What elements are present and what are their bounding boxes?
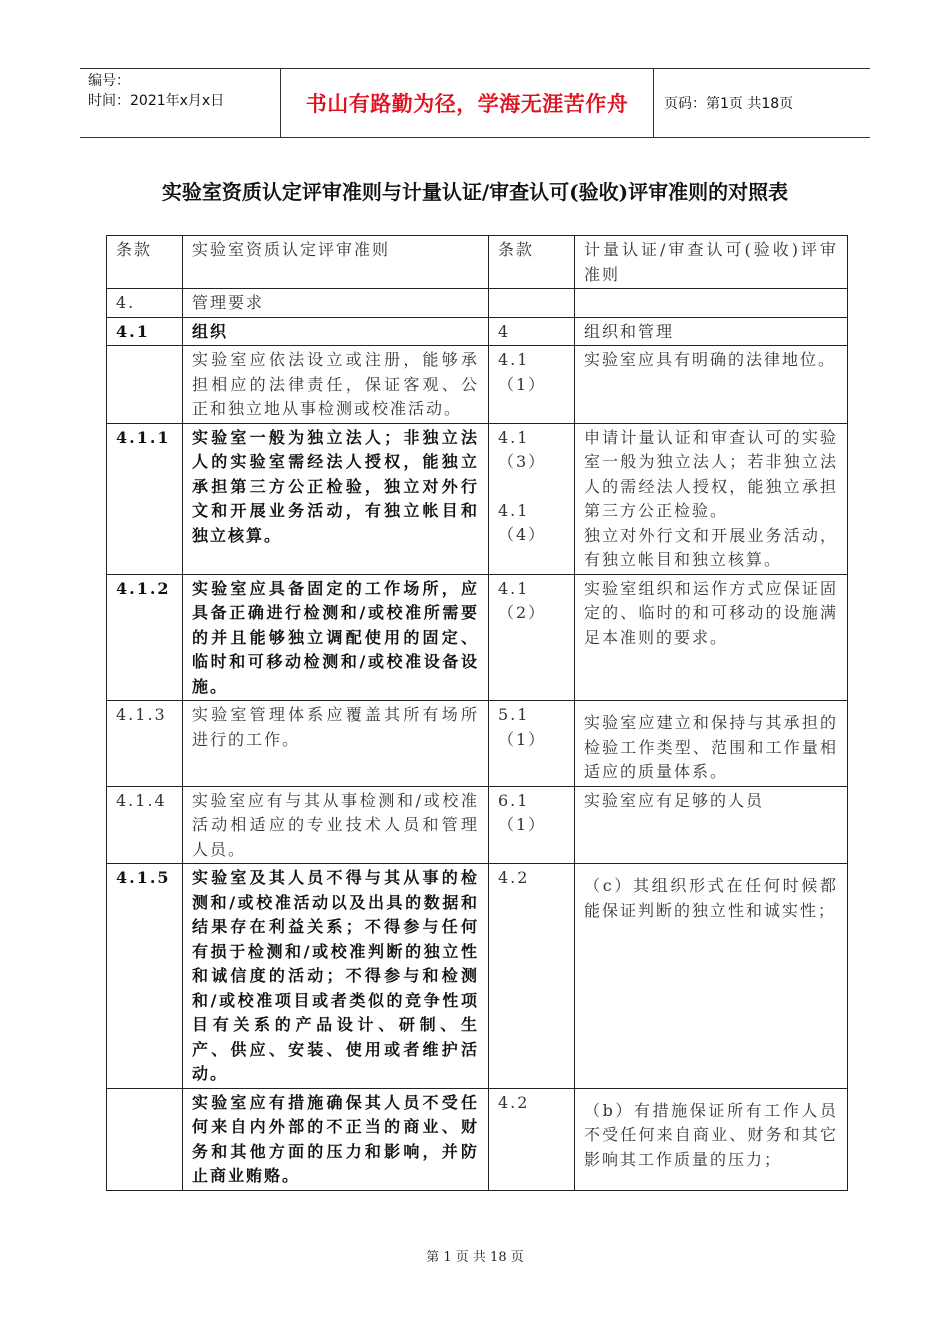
clause-cell: 4.1.1	[107, 423, 183, 574]
clause-cell: 4.	[107, 289, 183, 318]
comparison-table	[106, 235, 848, 1191]
ref-criteria-cell	[575, 701, 848, 787]
clause-cell: 4.1.5	[107, 864, 183, 1089]
ref-clause-cell: 6.1（1）	[489, 786, 575, 864]
clause-cell: 4.1.3	[107, 701, 183, 787]
header-slogan: 书山有路勤为径，学海无涯苦作舟	[280, 69, 654, 137]
header-meta	[80, 69, 280, 137]
table-row	[107, 701, 848, 787]
header-page-info: 页码：第1页 共18页	[664, 96, 794, 112]
clause-cell	[107, 346, 183, 424]
ref-criteria-cell: 组织和管理	[575, 317, 848, 346]
document-title: 实验室资质认定评审准则与计量认证/审查认可(验收)评审准则的对照表	[161, 180, 789, 204]
ref-clause-cell: 4.2	[489, 864, 575, 1089]
header-cell: 条款	[489, 236, 575, 289]
ref-clause-line: 4.1（3）	[498, 427, 547, 471]
ref-criteria-cell: 实验室组织和运作方式应保证固定的、临时的和可移动的设施满足本准则的要求。	[575, 574, 848, 701]
ref-clause-cell	[489, 289, 575, 318]
ref-clause-cell: 4	[489, 317, 575, 346]
table-row	[107, 786, 848, 864]
clause-cell: 4.1	[107, 317, 183, 346]
page-header	[80, 68, 870, 138]
ref-criteria-text: 实验室应建立和保持与其承担的检验工作类型、范围和工作量相适应的质量体系。	[584, 713, 838, 781]
time-label: 时间：2021年x月x日	[88, 93, 225, 109]
criteria-cell: 组织	[183, 317, 489, 346]
code-label: 编号：	[88, 73, 130, 89]
header-cell: 条款	[107, 236, 183, 289]
ref-clause-cell: 4.2	[489, 1088, 575, 1190]
table-row	[107, 346, 848, 424]
ref-clause-cell: 4.1（2）	[489, 574, 575, 701]
ref-criteria-cell	[575, 864, 848, 1089]
page-footer: 第 1 页 共 18 页	[426, 1250, 524, 1265]
criteria-cell: 实验室应有与其从事检测和/或校准活动相适应的专业技术人员和管理人员。	[183, 786, 489, 864]
table-row	[107, 574, 848, 701]
criteria-cell: 实验室及其人员不得与其从事的检测和/或校准活动以及出具的数据和结果存在利益关系；不得参与任何有损于检测和/或校准判断的独立性和诚信度的活动；不得参与和检测和/或校准项目或者类似的竞争性项目有关系的产品设计、研制、生产、供应、安装、使用或者维护活动。	[183, 864, 489, 1089]
header-cell: 计量认证/审查认可(验收)评审准则	[575, 236, 848, 289]
table-row	[107, 423, 848, 574]
criteria-cell: 实验室应依法设立或注册，能够承担相应的法律责任，保证客观、公正和独立地从事检测或校准活动。	[183, 346, 489, 424]
ref-clause-line: 4.1（4）	[498, 500, 547, 544]
table-row	[107, 289, 848, 318]
ref-criteria-cell	[575, 1088, 848, 1190]
criteria-cell: 实验室应有措施确保其人员不受任何来自内外部的不正当的商业、财务和其他方面的压力和影响，并防止商业贿赂。	[183, 1088, 489, 1190]
table-row	[107, 1088, 848, 1190]
clause-cell: 4.1.4	[107, 786, 183, 864]
criteria-cell: 实验室应具备固定的工作场所，应具备正确进行检测和/或校准所需要的并且能够独立调配使用的固定、临时和可移动检测和/或校准设备设施。	[183, 574, 489, 701]
ref-clause-cell: 5.1（1）	[489, 701, 575, 787]
table-header-row	[107, 236, 848, 289]
clause-cell: 4.1.2	[107, 574, 183, 701]
ref-criteria-line: 独立对外行文和开展业务活动，有独立帐目和独立核算。	[584, 525, 838, 569]
ref-clause-cell	[489, 423, 575, 574]
ref-criteria-cell	[575, 289, 848, 318]
ref-criteria-cell: 实验室应具有明确的法律地位。	[575, 346, 848, 424]
header-cell: 实验室资质认定评审准则	[183, 236, 489, 289]
criteria-cell: 管理要求	[183, 289, 489, 318]
clause-cell	[107, 1088, 183, 1190]
criteria-cell: 实验室管理体系应覆盖其所有场所进行的工作。	[183, 701, 489, 787]
ref-criteria-line: 申请计量认证和审查认可的实验室一般为独立法人；若非独立法人的需经法人授权，能独立承担第三方公正检验。	[584, 427, 838, 520]
table-row	[107, 317, 848, 346]
table-row	[107, 864, 848, 1089]
ref-criteria-text: （c）其组织形式在任何时候都能保证判断的独立性和诚实性；	[584, 876, 838, 920]
criteria-cell: 实验室一般为独立法人；非独立法人的实验室需经法人授权，能独立承担第三方公正检验，独立对外行文和开展业务活动，有独立帐目和独立核算。	[183, 423, 489, 574]
ref-criteria-cell: 实验室应有足够的人员	[575, 786, 848, 864]
ref-criteria-cell	[575, 423, 848, 574]
ref-criteria-text: （b）有措施保证所有工作人员不受任何来自商业、财务和其它影响其工作质量的压力；	[584, 1100, 838, 1169]
ref-clause-cell: 4.1（1）	[489, 346, 575, 424]
